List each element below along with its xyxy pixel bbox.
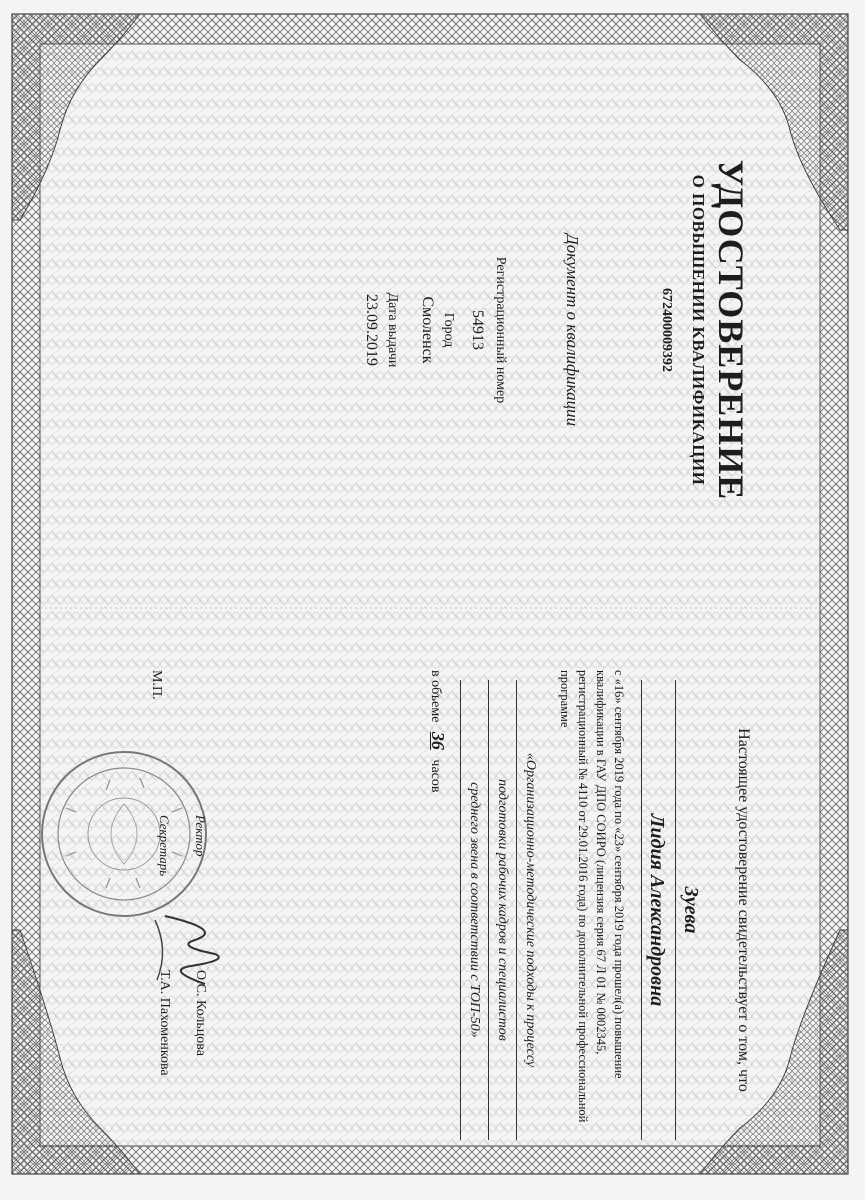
program-underline-2: [488, 680, 489, 1140]
surname-underline: [675, 680, 676, 1140]
city-value: Смоленск: [419, 296, 436, 364]
statement-intro: Настоящее удостоверение свидетельствует о том, что: [735, 728, 752, 1092]
certificate-subtitle: О ПОВЫШЕНИИ КВАЛИФИКАЦИИ: [689, 174, 708, 486]
course-volume: [427, 670, 448, 870]
holder-given-names: Лидия Александровна: [646, 813, 668, 1007]
issue-date-value: 23.09.2019: [363, 294, 380, 366]
reg-number-value: 54913: [469, 310, 486, 350]
issue-date-label: Дата выдачи: [385, 292, 400, 368]
seal-mark: М.П.: [149, 670, 164, 700]
certificate-title: УДОСТОВЕРЕНИЕ: [711, 159, 751, 501]
training-details: с «16» сентября 2019 года по «23» сентября 2019 года прошел(а) повышение квалификации в ГАУ ДПО СОИРО (лицензия серия 67 Л 01 № 0002345, регистрационный № 4110 от 29.01.2016 года) по дополнительной профессиональной программе: [558, 670, 626, 1123]
program-title-line-2: подготовки рабочих кадров и специалистов: [495, 779, 510, 1041]
official-seal: [38, 748, 210, 920]
rector-name: О.С. Кольцова: [193, 970, 208, 1056]
given-names-underline: [641, 680, 642, 1140]
volume-suffix: часов: [428, 759, 443, 793]
reg-number-label: Регистрационный номер: [493, 256, 508, 404]
city-label: Город: [441, 312, 456, 348]
program-underline-3: [460, 680, 461, 1140]
document-type: Документ о квалификации: [563, 233, 582, 427]
program-title-line-1: «Организационно-методические подходы к процессу: [523, 752, 538, 1068]
rector-role: Ректор: [193, 815, 208, 857]
certificate-content: [0, 30, 800, 1180]
holder-surname: Зуева: [680, 886, 702, 934]
program-title-line-3: среднего звена в соответствии с ТОП-50»: [467, 782, 482, 1038]
secretary-role: Секретарь: [157, 815, 172, 877]
blank-number: 672400009392: [659, 288, 674, 372]
volume-hours: 36: [428, 731, 448, 750]
program-underline-1: [516, 680, 517, 1140]
secretary-name: Т.А. Пахоменкова: [157, 970, 172, 1076]
volume-prefix: в объеме: [428, 670, 443, 723]
